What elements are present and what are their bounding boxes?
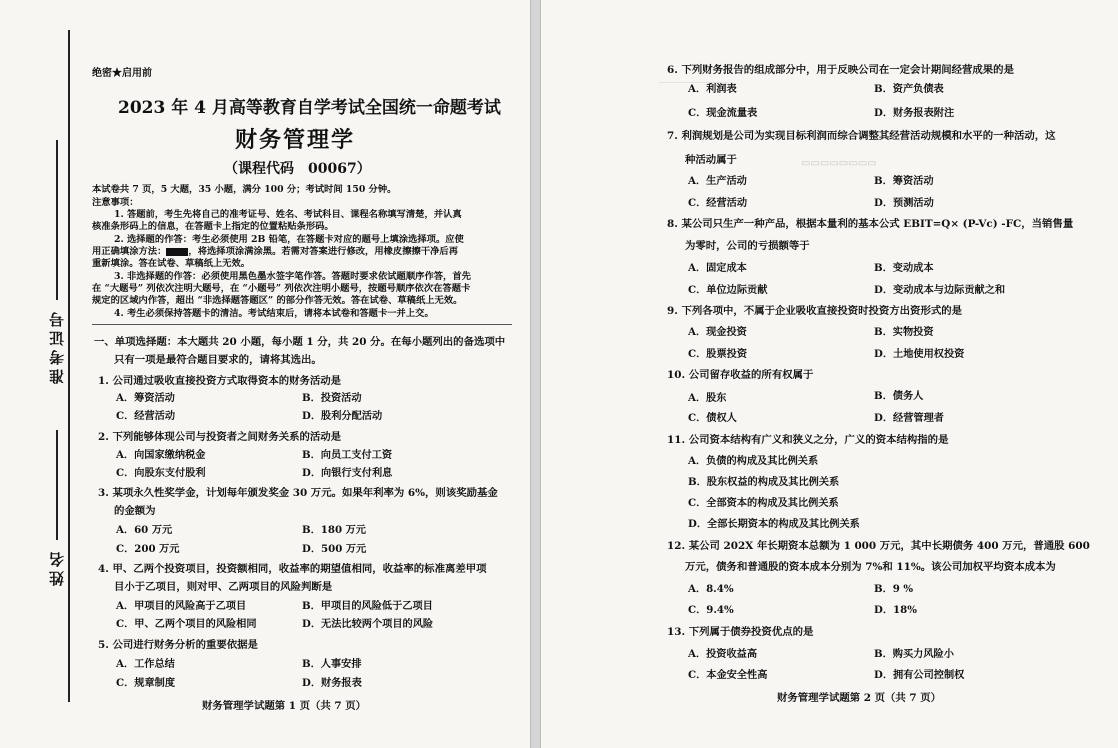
page-gap xyxy=(530,0,541,748)
option: D．500 万元 xyxy=(302,543,367,555)
option: D．18% xyxy=(874,604,917,616)
option: D．变动成本与边际贡献之和 xyxy=(874,284,1006,296)
note-line: 1. 答题前，考生先将自己的准考证号、姓名、考试科目、课程名称填写清楚，并认真 xyxy=(114,209,462,220)
option: D．拥有公司控制权 xyxy=(874,669,965,681)
option: A．股东 xyxy=(688,392,727,404)
option: A．8.4% xyxy=(688,583,734,595)
option: C．经营活动 xyxy=(688,197,748,209)
option: B．实物投资 xyxy=(874,326,934,338)
question-stem-cont: 万元，债务和普通股的资本成本分别为 7%和 11%。该公司加权平均资本成本为 xyxy=(685,561,1056,573)
option: D．股利分配活动 xyxy=(302,410,383,422)
question-stem: 11. 公司资本结构有广义和狭义之分，广义的资本结构指的是 xyxy=(667,434,949,446)
binding-line xyxy=(68,30,70,702)
side-label-name: 姓名 xyxy=(48,548,66,586)
option: C．经营活动 xyxy=(116,410,176,422)
question-stem-cont: 为零时，公司的亏损额等于 xyxy=(685,240,810,252)
option: B．人事安排 xyxy=(302,658,362,670)
subject-title: 财务管理学 xyxy=(235,127,356,153)
option: B．购买力风险小 xyxy=(874,648,954,660)
note-line: 3. 非选择题的作答：必须使用黑色墨水签字笔作答。答题时要求依试题顺序作答，首先 xyxy=(114,271,471,282)
exam-id-fill-line xyxy=(56,140,58,300)
note-line: 4. 考生必须保持答题卡的清洁。考试结束后，请将本试卷和答题卡一并上交。 xyxy=(114,308,434,319)
option: D．无法比较两个项目的风险 xyxy=(302,618,434,630)
option: D．向银行支付利息 xyxy=(302,467,393,479)
note-line: 规定的区域内作答，超出 “非选择题答题区” 的部分作答无效。答在试卷、草稿纸上无效。 xyxy=(92,295,463,306)
option: C．全部资本的构成及其比例关系 xyxy=(688,497,839,509)
note-line: 2. 选择题的作答：考生必须使用 2B 铅笔，在答题卡对应的题号上填涂选择项。应使 xyxy=(114,234,464,245)
option: C．股票投资 xyxy=(688,348,748,360)
option: D．财务报表附注 xyxy=(874,107,955,119)
option: A．负债的构成及其比例关系 xyxy=(688,455,819,467)
question-stem: 3. 某项永久性奖学金，计划每年颁发奖金 30 万元。如果年利率为 6%，则该奖励基金 xyxy=(98,487,498,499)
exam-page-1 xyxy=(0,0,530,748)
note-line: 核准条形码上的信息，在答题卡上指定的位置粘贴条形码。 xyxy=(92,221,334,232)
option: D．土地使用权投资 xyxy=(874,348,965,360)
option: B．债务人 xyxy=(874,390,924,402)
note-line-fill-example xyxy=(92,246,458,258)
option: D．财务报表 xyxy=(302,677,362,689)
exam-page-2: ＿＿＿＿＿＿＿ ▭▭▭▭▭▭▭▭ 6. 下列财务报告的组成部分中，用于反映公司在一定会计期间经营成果的是 A．利润表 B．资产负债表 C．现金流量表 D．财务报表附注 7. 利润规划是公司为实现目标利润而综合调整其经营活动规模和水平的一种活动，这 种活动属于 A．生产活动 B．筹资活动 C．经营活动 D．预测活动 8. 某公司只生产一种产品，根据本量利的基本公式 EBIT=Q× (P-Vc) -FC，当销售量 为零时，公司的亏损额等于 A．固定成本 B．变动成本 C．单位边际贡献 D．变动成本与边际贡献之和 9. 下列各项中，不属于企业吸收直接投资时投资方出资形式的是 A．现金投资 B．实物投资 C．股票投资 D．土地使用权投资 10. 公司留存收益的所有权属于 A．股东 B．债务人 C．债权人 D．经营管理者 11. 公司资本结构有广义和狭义之分，广义的资本结构指的是 A．负债的构成及其比例关系 B．股东权益的构成及其比例关系 C．全部资本的构成及其比例关系 D．全部长期资本的构成及其比例关系 12. 某公司 202X 年长期资本总额为 1 000 万元，其中长期债务 400 万元，普通股 600 万元，债务和普通股的资本成本分别为 7%和 11%。该公司加权平均资本成本为 A．8.4% B．9 % C．9.4% D．18% 13. 下列属于债券投资优点的是 A．投资收益高 B．购买力风险小 C．本金安全性高 D．拥有公司控制权 财务管理学试题第 2 页（共 7 页） xyxy=(541,0,1118,748)
question-stem: 8. 某公司只生产一种产品，根据本量利的基本公式 EBIT=Q× (P-Vc) -FC，当销售量 xyxy=(667,218,1074,230)
note-line: 在 “大题号” 列依次注明大题号，在 “小题号” 列依次注明小题号，按题号顺序依次在答题卡 xyxy=(92,283,471,294)
option: B．180 万元 xyxy=(302,524,366,536)
notes-title: 注意事项： xyxy=(92,197,139,208)
page-footer: 财务管理学试题第 1 页（共 7 页） xyxy=(202,700,367,712)
option: B．9 % xyxy=(874,583,914,595)
option: C．债权人 xyxy=(688,412,737,424)
option: A．甲项目的风险高于乙项目 xyxy=(116,600,247,612)
option: A．固定成本 xyxy=(688,262,747,274)
side-label-exam-id: 准考证号 xyxy=(48,308,66,384)
option: D．全部长期资本的构成及其比例关系 xyxy=(688,518,860,530)
question-stem: 5. 公司进行财务分析的重要依据是 xyxy=(98,639,258,651)
option: B．甲项目的风险低于乙项目 xyxy=(302,600,433,612)
section-title: 一、单项选择题：本大题共 20 小题，每小题 1 分，共 20 分。在每小题列出的备选项中 xyxy=(94,336,506,348)
option: A．现金投资 xyxy=(688,326,747,338)
option: C．现金流量表 xyxy=(688,107,758,119)
option: C．规章制度 xyxy=(116,677,176,689)
option: A．投资收益高 xyxy=(688,648,758,660)
question-stem: 13. 下列属于债券投资优点的是 xyxy=(667,626,814,638)
question-stem-cont: 目小于乙项目，则对甲、乙两项目的风险判断是 xyxy=(114,581,333,593)
option: B．投资活动 xyxy=(302,392,362,404)
question-stem: 9. 下列各项中，不属于企业吸收直接投资时投资方出资形式的是 xyxy=(667,305,963,317)
question-stem-cont: 种活动属于 xyxy=(685,154,737,166)
question-stem: 12. 某公司 202X 年长期资本总额为 1 000 万元，其中长期债务 400 万元，普通股 600 xyxy=(667,540,1090,552)
note-line: ，将选择项涂满涂黑。若需对答案进行修改，用橡皮擦擦干净后再 xyxy=(188,246,459,257)
option: A．生产活动 xyxy=(688,175,747,187)
section-title-cont: 只有一项是最符合题目要求的，请将其选出。 xyxy=(114,354,322,366)
option: A．60 万元 xyxy=(116,524,173,536)
option: B．变动成本 xyxy=(874,262,934,274)
option: B．资产负债表 xyxy=(874,83,944,95)
option: C．本金安全性高 xyxy=(688,669,768,681)
question-stem: 10. 公司留存收益的所有权属于 xyxy=(667,369,814,381)
option: A．向国家缴纳税金 xyxy=(116,449,206,461)
question-stem: 1. 公司通过吸收直接投资方式取得资本的财务活动是 xyxy=(98,375,342,387)
option: D．预测活动 xyxy=(874,197,934,209)
option: B．筹资活动 xyxy=(874,175,934,187)
exam-intro: 本试卷共 7 页，5 大题，35 小题，满分 100 分；考试时间 150 分钟。 xyxy=(92,184,397,195)
exam-title: 2023 年 4 月高等教育自学考试全国统一命题考试 xyxy=(118,98,501,118)
option: C．甲、乙两个项目的风险相同 xyxy=(116,618,257,630)
name-fill-line xyxy=(56,430,58,540)
option: D．经营管理者 xyxy=(874,412,944,424)
note-line: 用正确填涂方法： xyxy=(92,246,167,257)
option: C．单位边际贡献 xyxy=(688,284,768,296)
question-stem-cont: 的金额为 xyxy=(114,505,156,517)
option: B．股东权益的构成及其比例关系 xyxy=(688,476,840,488)
question-stem: 2. 下列能够体现公司与投资者之间财务关系的活动是 xyxy=(98,431,342,443)
question-stem: 7. 利润规划是公司为实现目标利润而综合调整其经营活动规模和水平的一种活动，这 xyxy=(667,130,1056,142)
option: B．向员工支付工资 xyxy=(302,449,393,461)
question-stem: 6. 下列财务报告的组成部分中，用于反映公司在一定会计期间经营成果的是 xyxy=(667,64,1014,76)
option: A．工作总结 xyxy=(116,658,175,670)
question-stem: 4. 甲、乙两个投资项目，投资额相同，收益率的期望值相同，收益率的标准离差甲项 xyxy=(98,563,487,575)
option: C．9.4% xyxy=(688,604,734,616)
note-line: 重新填涂。答在试卷、草稿纸上无效。 xyxy=(92,258,251,269)
course-code: （课程代码 00067） xyxy=(224,161,371,177)
confidential-mark: 绝密★启用前 xyxy=(92,68,152,79)
option: A．筹资活动 xyxy=(116,392,175,404)
divider xyxy=(92,324,512,325)
option: C．向股东支付股利 xyxy=(116,467,206,479)
option: A．利润表 xyxy=(688,83,737,95)
filled-box-icon xyxy=(166,248,188,256)
page-footer: 财务管理学试题第 2 页（共 7 页） xyxy=(777,692,942,704)
option: C．200 万元 xyxy=(116,543,180,555)
